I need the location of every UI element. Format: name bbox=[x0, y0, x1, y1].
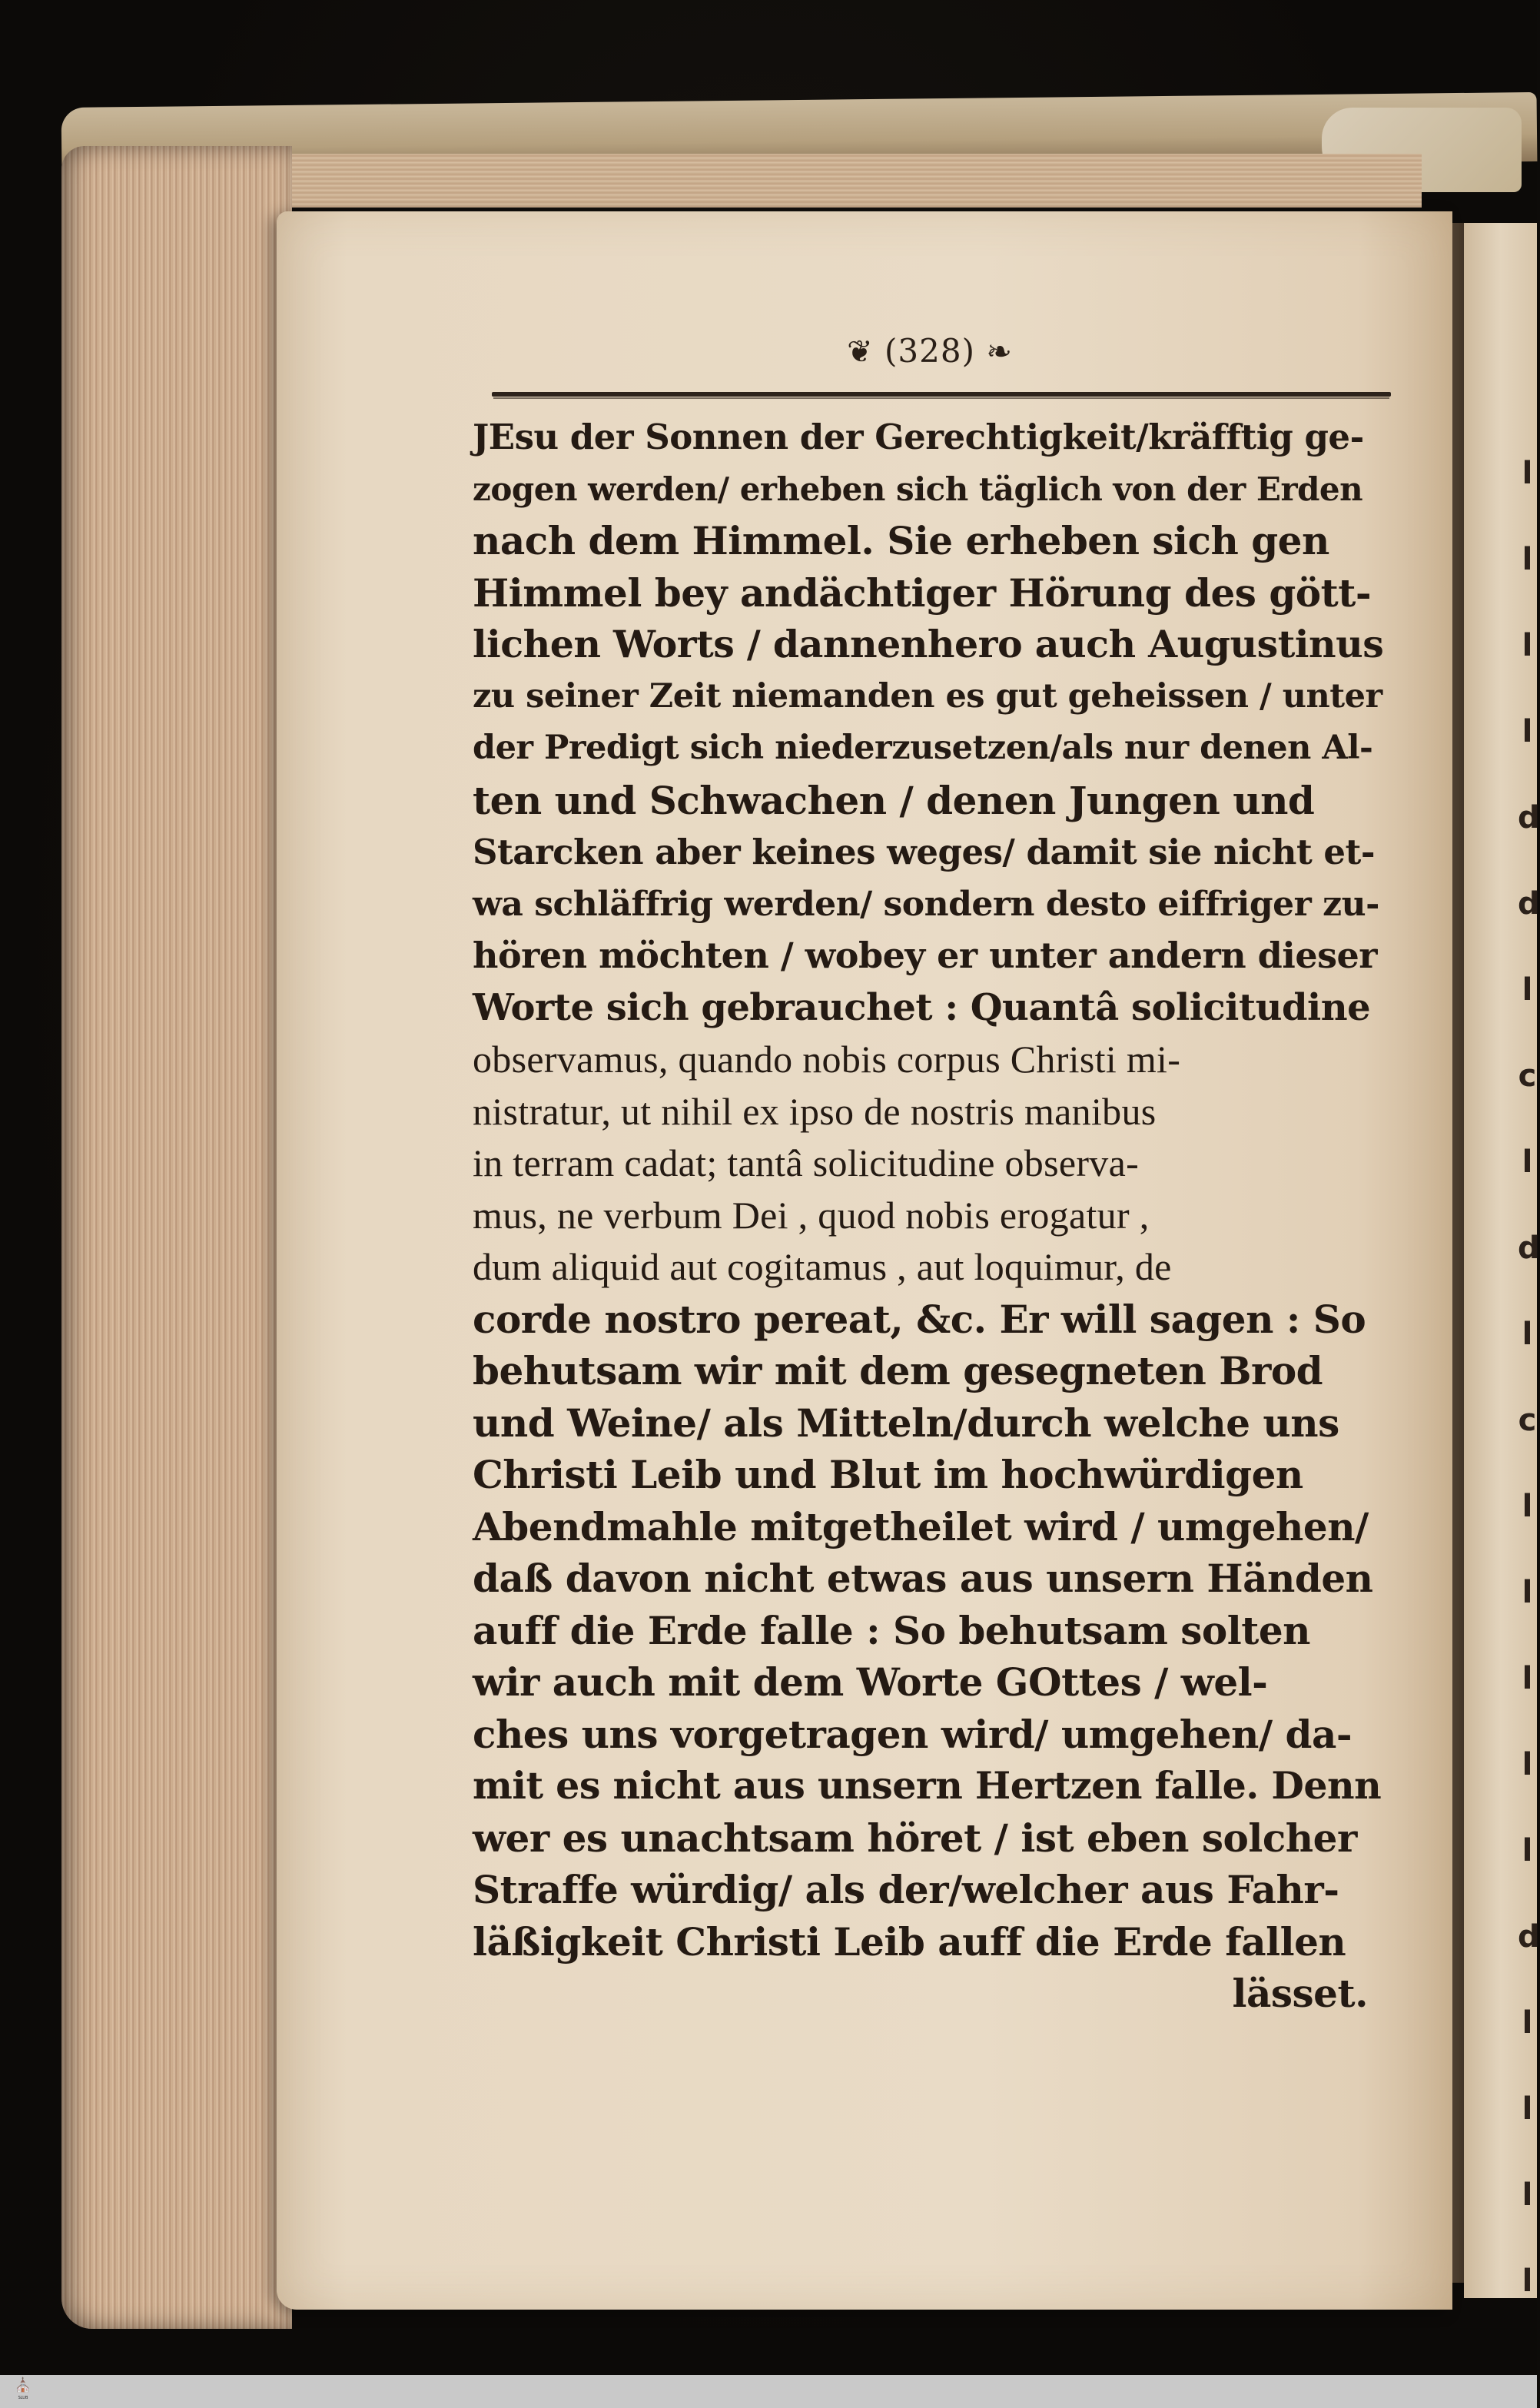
text-line: JEsu der Sonnen der Gerechtigkeit/kräfftig ge- bbox=[473, 417, 1364, 457]
adjacent-page-letter: c bbox=[1518, 1403, 1537, 1438]
library-logo-text: SLUB bbox=[18, 2396, 28, 2400]
adjacent-page-letter: l bbox=[1522, 714, 1533, 749]
text-line: lichen Worts / dannenhero auch Augustinus bbox=[473, 622, 1384, 666]
text-line: Christi Leib und Blut im hochwürdigen bbox=[473, 1452, 1303, 1497]
text-line: in terram cadat; tantâ solicitudine observa- bbox=[473, 1141, 1140, 1184]
library-emblem-icon: ⛪ bbox=[14, 2377, 32, 2393]
adjacent-page-letter: d bbox=[1518, 1919, 1540, 1955]
text-line: zu seiner Zeit niemanden es gut geheissen / unter bbox=[473, 676, 1382, 716]
text-line: Starcken aber keines weges/ damit sie nicht et- bbox=[473, 832, 1376, 872]
text-line: wir auch mit dem Worte GOttes / wel- bbox=[473, 1659, 1268, 1705]
page-stack-left-edge bbox=[61, 146, 292, 2329]
text-line: observamus, quando nobis corpus Christi mi- bbox=[473, 1038, 1181, 1081]
ornament-left-icon: ❦ bbox=[847, 334, 874, 370]
adjacent-page-letter: l bbox=[1522, 972, 1533, 1008]
text-line: nistratur, ut nihil ex ipso de nostris manibus bbox=[473, 1089, 1157, 1133]
adjacent-page-letter: l bbox=[1522, 1144, 1533, 1180]
adjacent-page-letter: l bbox=[1522, 1317, 1533, 1352]
text-line: nach dem Himmel. Sie erheben sich gen bbox=[473, 518, 1329, 563]
viewer-footer-bar bbox=[0, 2375, 1537, 2408]
text-line: Straffe würdig/ als der/welcher aus Fahr- bbox=[473, 1867, 1339, 1912]
adjacent-page-letter: l bbox=[1522, 1489, 1533, 1524]
text-line: wer es unachtsam höret / ist eben solcher bbox=[473, 1815, 1357, 1861]
adjacent-page-letter: l bbox=[1522, 542, 1533, 577]
text-line: auff die Erde falle : So behutsam solten bbox=[473, 1607, 1311, 1653]
text-line: hören möchten / wobey er unter andern dieser bbox=[473, 935, 1377, 976]
adjacent-page-letter: l bbox=[1522, 456, 1533, 491]
ornament-right-icon: ❧ bbox=[986, 334, 1013, 370]
adjacent-page-letter: l bbox=[1522, 1747, 1533, 1782]
adjacent-page-letter: l bbox=[1522, 1575, 1533, 1610]
text-line: mit es nicht aus unsern Hertzen falle. Denn bbox=[473, 1763, 1382, 1808]
text-line: corde nostro pereat, &c. Er will sagen : So bbox=[473, 1296, 1366, 1342]
text-line: wa schläffrig werden/ sondern desto eiffriger zu- bbox=[473, 884, 1379, 924]
page-number: (328) bbox=[885, 332, 975, 370]
text-line: Abendmahle mitgetheilet wird / umgehen/ bbox=[473, 1503, 1369, 1549]
adjacent-page-letter: d bbox=[1518, 800, 1540, 835]
text-line: behutsam wir mit dem gesegneten Brod bbox=[473, 1348, 1323, 1393]
page-body-text bbox=[473, 411, 1383, 2020]
text-line: der Predigt sich niederzusetzen/als nur denen Al- bbox=[473, 729, 1373, 767]
page-header bbox=[792, 332, 1068, 378]
text-line: Himmel bey andächtiger Hörung des gött- bbox=[473, 570, 1372, 616]
adjacent-page-letter: l bbox=[1522, 2005, 1533, 2041]
header-rule bbox=[492, 392, 1391, 397]
text-line: daß davon nicht etwas aus unsern Händen bbox=[473, 1556, 1373, 1601]
text-line: Worte sich gebrauchet : Quantâ solicitudine bbox=[473, 985, 1371, 1029]
adjacent-page-letter: l bbox=[1522, 628, 1533, 663]
text-line: ten und Schwachen / denen Jungen und bbox=[473, 777, 1315, 823]
adjacent-page-letter: l bbox=[1522, 2091, 1533, 2127]
adjacent-page-letter: l bbox=[1522, 2264, 1533, 2299]
text-line: und Weine/ als Mitteln/durch welche uns bbox=[473, 1400, 1339, 1446]
adjacent-page-letter: l bbox=[1522, 2177, 1533, 2213]
adjacent-page-letter: d bbox=[1518, 886, 1540, 922]
adjacent-page-letter: c bbox=[1518, 1058, 1537, 1094]
library-logo bbox=[6, 2378, 40, 2406]
text-line: ches uns vorgetragen wird/ umgehen/ da- bbox=[473, 1711, 1352, 1757]
adjacent-page-letters bbox=[1518, 430, 1540, 2324]
adjacent-page-letter: l bbox=[1522, 1833, 1533, 1868]
adjacent-page-letter: l bbox=[1522, 1661, 1533, 1696]
text-line: zogen werden/ erheben sich täglich von der Erden bbox=[473, 470, 1363, 508]
text-line: dum aliquid aut cogitamus , aut loquimur, de bbox=[473, 1245, 1172, 1288]
text-line: läßigkeit Christi Leib auff die Erde fallen bbox=[473, 1918, 1346, 1965]
text-line: lässet. bbox=[1232, 1971, 1368, 2016]
text-line: mus, ne verbum Dei , quod nobis erogatur , bbox=[473, 1193, 1150, 1237]
adjacent-page-letter: d bbox=[1518, 1231, 1540, 1266]
